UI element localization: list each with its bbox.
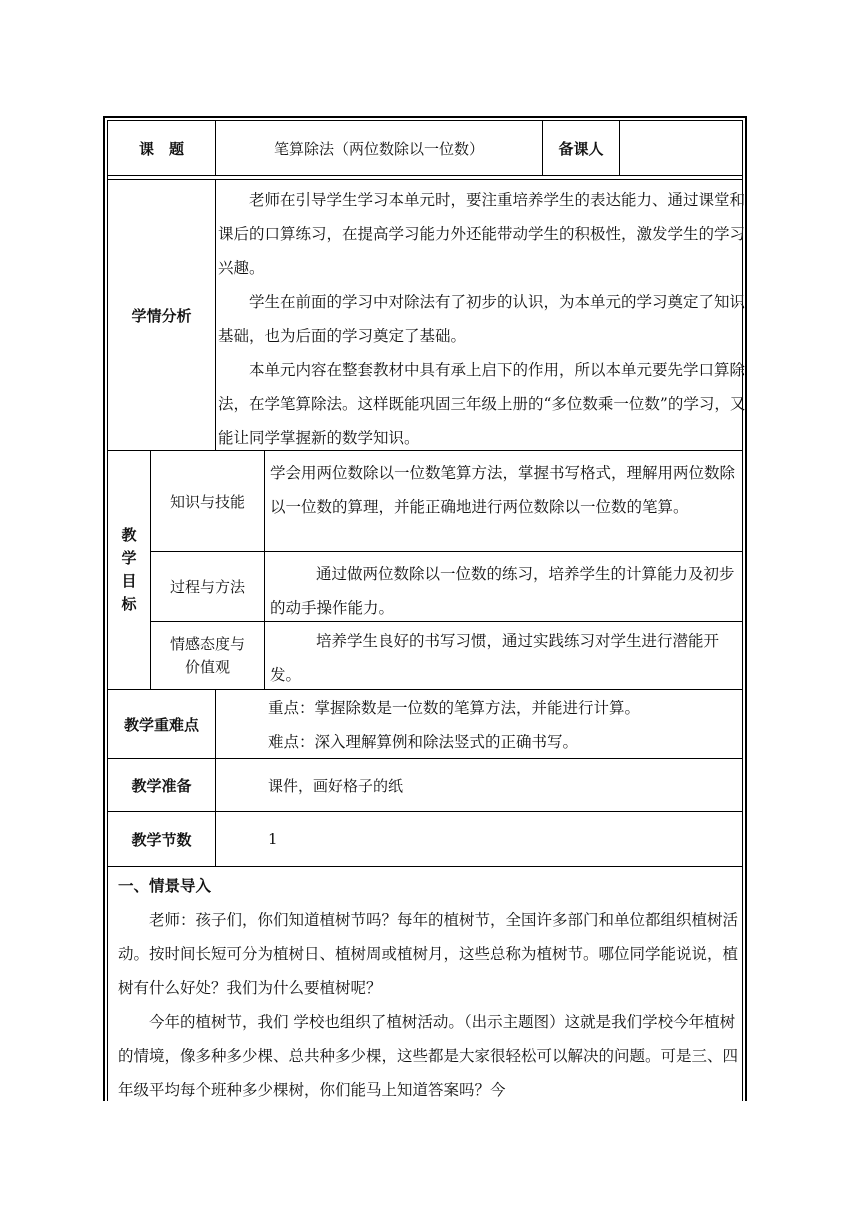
table-inner-border: [107, 120, 746, 1101]
keypoint-line: 重点：掌握除数是一位数的笔算方法，并能进行计算。: [268, 699, 641, 717]
preparer-value: [620, 121, 746, 175]
goals-label-char: 标: [121, 595, 137, 613]
rule-v-goals-inner: [264, 450, 265, 689]
lesson-paragraph: 今年的植树节，我们 学校也组织了植树活动。（出示主题图）这就是我们学校今年植树的情境，像多种多少棵、总共种多少棵，这些都是大家很轻松可以解决的问题。可是三、四年级平均每个班种多少棵树，你们能马上知道答案吗？今: [118, 1013, 739, 1099]
lesson-body: [118, 869, 746, 1099]
goal-knowledge-label: 知识与技能: [169, 492, 245, 511]
rule-periods-bottom: [108, 866, 742, 867]
periods-value: 1: [268, 830, 278, 848]
goal-knowledge-text: [270, 456, 746, 551]
goal-attitude-label: [151, 622, 264, 689]
keypoints-content: [268, 691, 746, 757]
goals-label: [108, 451, 150, 689]
section-title: 一、情景导入: [118, 876, 212, 895]
goal-attitude-label-line: 价值观: [184, 657, 230, 676]
rule-v-bottom: [215, 689, 216, 866]
goals-label-char: 学: [121, 549, 137, 567]
goal-knowledge-paragraph: 学会用两位数除以一位数笔算方法，掌握书写格式，理解用两位数除以一位数的算理，并能正确地进行两位数除以一位数的笔算。: [270, 464, 736, 516]
goals-label-char: 目: [121, 572, 137, 590]
goal-process-label: 过程与方法: [169, 578, 245, 596]
goal-attitude-paragraph: 培养学生良好的书写习惯，通过实践练习对学生进行潜能开发。: [270, 632, 720, 684]
topic-value: 笔算除法（两位数除以一位数）: [273, 139, 484, 158]
rule-header-bottom: [108, 175, 742, 176]
periods-label: 教学节数: [131, 830, 192, 849]
difficulty-line: 难点：深入理解算例和除法竖式的正确书写。: [268, 733, 579, 751]
preparer-label: 备课人: [558, 139, 604, 158]
goal-attitude-text: [270, 624, 746, 688]
lesson-plan-table: [103, 116, 747, 1101]
topic-label: 课 题: [138, 139, 184, 158]
analysis-paragraph: 老师在引导学生学习本单元时，要注重培养学生的表达能力、通过课堂和课后的口算练习，在提高学习能力外还能带动学生的积极性，激发学生的学习兴趣。: [218, 191, 746, 277]
preparation-value: 课件，画好格子的纸: [268, 776, 404, 795]
goal-process-text: [270, 557, 746, 621]
analysis-content: [218, 183, 746, 448]
preparation-label: 教学准备: [131, 776, 192, 795]
keypoints-label: 教学重难点: [123, 715, 199, 734]
goal-attitude-label-line: 情感态度与: [169, 634, 245, 653]
goal-process-paragraph: 通过做两位数除以一位数的练习，培养学生的计算能力及初步的动手操作能力。: [270, 565, 735, 617]
analysis-label: 学情分析: [131, 306, 192, 325]
rule-v-analysis: [215, 179, 216, 450]
analysis-paragraph: 学生在前面的学习中对除法有了初步的认识，为本单元的学习奠定了知识基础，也为后面的学习奠定了基础。: [218, 293, 746, 345]
lesson-paragraph: 老师：孩子们，你们知道植树节吗？每年的植树节，全国许多部门和单位都组织植树活动。按时间长短可分为植树日、植树周或植树月，这些总称为植树节。哪位同学能说说，植树有什么好处？我们为什么要植树呢？: [118, 911, 739, 997]
goals-label-char: 教: [121, 526, 137, 544]
analysis-paragraph: 本单元内容在整套教材中具有承上启下的作用，所以本单元要先学口算除法，在学笔算除法。这样既能巩固三年级上册的“多位数乘一位数”的学习，又能让同学掌握新的数学知识。: [218, 361, 746, 447]
